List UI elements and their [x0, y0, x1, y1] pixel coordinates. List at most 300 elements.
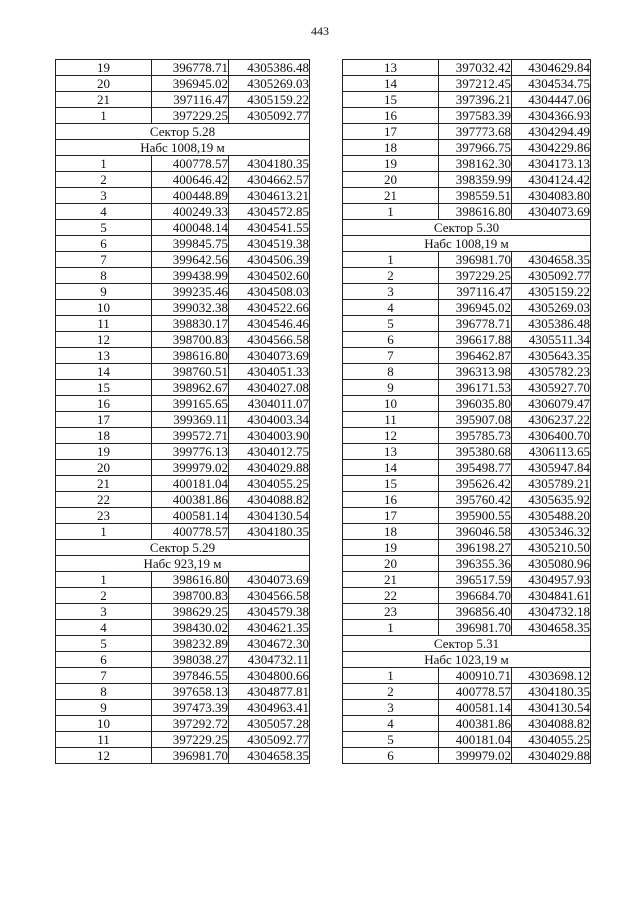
table-row — [56, 316, 310, 332]
coord-x: 397658.13 — [152, 684, 229, 700]
point-number: 4 — [343, 716, 439, 732]
point-number: 6 — [56, 652, 152, 668]
section-label: Набс 1008,19 м — [56, 140, 310, 156]
table-row — [343, 204, 591, 220]
coord-x: 400778.57 — [152, 524, 229, 540]
section-label: Набс 1008,19 м — [343, 236, 591, 252]
point-number: 14 — [343, 76, 439, 92]
coord-x: 400778.57 — [439, 684, 512, 700]
coord-x: 397116.47 — [152, 92, 229, 108]
section-header-row — [343, 636, 591, 652]
point-number: 9 — [56, 700, 152, 716]
point-number: 17 — [343, 508, 439, 524]
coord-x: 395907.08 — [439, 412, 512, 428]
coord-x: 400381.86 — [152, 492, 229, 508]
coord-y: 4304088.82 — [229, 492, 310, 508]
table-row — [56, 652, 310, 668]
table-row — [343, 732, 591, 748]
point-number: 2 — [56, 588, 152, 604]
coord-y: 4304294.49 — [512, 124, 591, 140]
coord-y: 4305511.34 — [512, 332, 591, 348]
coord-x: 396981.70 — [152, 748, 229, 764]
coord-y: 4304073.69 — [229, 572, 310, 588]
coord-y: 4305159.22 — [229, 92, 310, 108]
table-row — [343, 348, 591, 364]
point-number: 6 — [343, 332, 439, 348]
point-number: 2 — [343, 684, 439, 700]
coord-x: 400249.33 — [152, 204, 229, 220]
table-row — [343, 700, 591, 716]
coord-y: 4304519.38 — [229, 236, 310, 252]
coord-y: 4305159.22 — [512, 284, 591, 300]
coord-y: 4304011.07 — [229, 396, 310, 412]
coord-y: 4303698.12 — [512, 668, 591, 684]
table-row — [56, 268, 310, 284]
table-row — [56, 92, 310, 108]
coord-y: 4305635.92 — [512, 492, 591, 508]
coord-y: 4304083.80 — [512, 188, 591, 204]
table-row — [343, 540, 591, 556]
table-row — [343, 476, 591, 492]
table-row — [343, 572, 591, 588]
coord-y: 4305210.50 — [512, 540, 591, 556]
coord-x: 398430.02 — [152, 620, 229, 636]
coord-y: 4304124.42 — [512, 172, 591, 188]
table-row — [56, 220, 310, 236]
coord-y: 4304658.35 — [512, 620, 591, 636]
point-number: 7 — [56, 252, 152, 268]
point-number: 1 — [56, 108, 152, 124]
table-row — [56, 76, 310, 92]
coord-x: 397966.75 — [439, 140, 512, 156]
coord-x: 399032.38 — [152, 300, 229, 316]
coord-y: 4304662.57 — [229, 172, 310, 188]
point-number: 21 — [56, 92, 152, 108]
point-number: 14 — [56, 364, 152, 380]
table-row — [56, 236, 310, 252]
table-row — [56, 524, 310, 540]
coord-x: 398962.67 — [152, 380, 229, 396]
table-row — [56, 732, 310, 748]
point-number: 14 — [343, 460, 439, 476]
table-row — [343, 60, 591, 76]
table-row — [56, 444, 310, 460]
coord-y: 4304957.93 — [512, 572, 591, 588]
point-number: 12 — [343, 428, 439, 444]
coordinates-table-right — [342, 59, 591, 764]
coord-x: 396981.70 — [439, 252, 512, 268]
coord-x: 397846.55 — [152, 668, 229, 684]
coord-y: 4304841.61 — [512, 588, 591, 604]
table-row — [343, 508, 591, 524]
table-row — [343, 332, 591, 348]
coord-y: 4305643.35 — [512, 348, 591, 364]
table-row — [343, 188, 591, 204]
coord-y: 4304572.85 — [229, 204, 310, 220]
point-number: 11 — [343, 412, 439, 428]
coord-x: 398616.80 — [152, 572, 229, 588]
point-number: 10 — [343, 396, 439, 412]
coord-y: 4304658.35 — [229, 748, 310, 764]
coord-x: 396617.88 — [439, 332, 512, 348]
coord-x: 400581.14 — [439, 700, 512, 716]
coord-x: 397583.39 — [439, 108, 512, 124]
coord-x: 399369.11 — [152, 412, 229, 428]
coord-y: 4304800.66 — [229, 668, 310, 684]
coord-y: 4306113.65 — [512, 444, 591, 460]
point-number: 15 — [343, 476, 439, 492]
coord-x: 398559.51 — [439, 188, 512, 204]
coord-x: 397229.25 — [152, 732, 229, 748]
coord-x: 397396.21 — [439, 92, 512, 108]
section-label: Сектор 5.30 — [343, 220, 591, 236]
coord-x: 398038.27 — [152, 652, 229, 668]
table-row — [56, 716, 310, 732]
table-row — [56, 396, 310, 412]
coord-x: 396945.02 — [152, 76, 229, 92]
point-number: 22 — [56, 492, 152, 508]
coord-y: 4304130.54 — [512, 700, 591, 716]
coord-x: 396517.59 — [439, 572, 512, 588]
coord-y: 4304029.88 — [512, 748, 591, 764]
table-row — [343, 284, 591, 300]
coord-y: 4304088.82 — [512, 716, 591, 732]
coord-x: 400381.86 — [439, 716, 512, 732]
coord-y: 4305386.48 — [512, 316, 591, 332]
table-row — [343, 556, 591, 572]
coord-y: 4304566.58 — [229, 332, 310, 348]
coord-y: 4304546.46 — [229, 316, 310, 332]
table-row — [343, 108, 591, 124]
point-number: 5 — [56, 636, 152, 652]
section-header-row — [343, 652, 591, 668]
point-number: 9 — [56, 284, 152, 300]
point-number: 19 — [343, 156, 439, 172]
coord-y: 4304534.75 — [512, 76, 591, 92]
coord-y: 4304012.75 — [229, 444, 310, 460]
table-row — [343, 140, 591, 156]
coord-y: 4305386.48 — [229, 60, 310, 76]
point-number: 13 — [343, 444, 439, 460]
coord-x: 398359.99 — [439, 172, 512, 188]
coord-x: 400048.14 — [152, 220, 229, 236]
coord-y: 4305927.70 — [512, 380, 591, 396]
coord-x: 397212.45 — [439, 76, 512, 92]
table-row — [56, 204, 310, 220]
point-number: 1 — [343, 252, 439, 268]
coord-y: 4304732.11 — [229, 652, 310, 668]
table-row — [56, 108, 310, 124]
table-row — [343, 316, 591, 332]
table-row — [56, 748, 310, 764]
section-header-row — [56, 540, 310, 556]
coord-y: 4304522.66 — [229, 300, 310, 316]
coord-x: 398629.25 — [152, 604, 229, 620]
coord-x: 400646.42 — [152, 172, 229, 188]
point-number: 9 — [343, 380, 439, 396]
point-number: 15 — [343, 92, 439, 108]
point-number: 20 — [56, 76, 152, 92]
coord-y: 4304051.33 — [229, 364, 310, 380]
section-header-row — [56, 556, 310, 572]
point-number: 1 — [56, 524, 152, 540]
point-number: 3 — [343, 284, 439, 300]
point-number: 2 — [56, 172, 152, 188]
point-number: 18 — [56, 428, 152, 444]
point-number: 19 — [56, 444, 152, 460]
point-number: 5 — [343, 732, 439, 748]
table-row — [343, 172, 591, 188]
point-number: 13 — [56, 348, 152, 364]
coord-y: 4305346.32 — [512, 524, 591, 540]
table-row — [56, 284, 310, 300]
section-label: Сектор 5.29 — [56, 540, 310, 556]
point-number: 12 — [56, 332, 152, 348]
coord-x: 396778.71 — [152, 60, 229, 76]
point-number: 11 — [56, 732, 152, 748]
coord-x: 398700.83 — [152, 588, 229, 604]
coord-y: 4306237.22 — [512, 412, 591, 428]
table-row — [343, 76, 591, 92]
coord-y: 4304629.84 — [512, 60, 591, 76]
coord-y: 4304579.38 — [229, 604, 310, 620]
coord-x: 396198.27 — [439, 540, 512, 556]
table-row — [56, 668, 310, 684]
coord-y: 4304732.18 — [512, 604, 591, 620]
coord-x: 398830.17 — [152, 316, 229, 332]
point-number: 1 — [56, 156, 152, 172]
coord-y: 4304055.25 — [229, 476, 310, 492]
table-row — [343, 396, 591, 412]
table-row — [56, 300, 310, 316]
point-number: 3 — [56, 188, 152, 204]
section-header-row — [343, 236, 591, 252]
table-row — [343, 444, 591, 460]
coordinates-table-left — [55, 59, 310, 764]
point-number: 17 — [343, 124, 439, 140]
table-row — [343, 588, 591, 604]
coord-x: 399642.56 — [152, 252, 229, 268]
coord-y: 4304508.03 — [229, 284, 310, 300]
table-row — [56, 156, 310, 172]
section-label: Сектор 5.31 — [343, 636, 591, 652]
coord-x: 396945.02 — [439, 300, 512, 316]
coord-y: 4304055.25 — [512, 732, 591, 748]
coord-x: 399979.02 — [439, 748, 512, 764]
table-row — [343, 460, 591, 476]
coord-x: 400181.04 — [439, 732, 512, 748]
coord-x: 395760.42 — [439, 492, 512, 508]
coord-x: 399438.99 — [152, 268, 229, 284]
point-number: 13 — [343, 60, 439, 76]
coord-x: 397473.39 — [152, 700, 229, 716]
table-row — [56, 252, 310, 268]
table-row — [343, 412, 591, 428]
table-row — [343, 668, 591, 684]
table-row — [56, 604, 310, 620]
coord-x: 399572.71 — [152, 428, 229, 444]
point-number: 16 — [343, 492, 439, 508]
coord-y: 4304180.35 — [512, 684, 591, 700]
table-row — [56, 172, 310, 188]
coord-y: 4305092.77 — [229, 108, 310, 124]
table-row — [343, 604, 591, 620]
table-row — [343, 716, 591, 732]
coord-x: 395900.55 — [439, 508, 512, 524]
table-row — [56, 700, 310, 716]
coord-x: 397116.47 — [439, 284, 512, 300]
coord-x: 397292.72 — [152, 716, 229, 732]
table-row — [56, 188, 310, 204]
point-number: 19 — [343, 540, 439, 556]
point-number: 4 — [343, 300, 439, 316]
point-number: 21 — [56, 476, 152, 492]
point-number: 20 — [56, 460, 152, 476]
point-number: 18 — [343, 140, 439, 156]
coord-y: 4305080.96 — [512, 556, 591, 572]
table-row — [343, 380, 591, 396]
point-number: 8 — [56, 684, 152, 700]
coord-x: 395498.77 — [439, 460, 512, 476]
coord-x: 397032.42 — [439, 60, 512, 76]
coord-y: 4304229.86 — [512, 140, 591, 156]
table-row — [56, 348, 310, 364]
coord-y: 4305488.20 — [512, 508, 591, 524]
point-number: 20 — [343, 172, 439, 188]
point-number: 8 — [343, 364, 439, 380]
coord-y: 4304566.58 — [229, 588, 310, 604]
table-row — [343, 268, 591, 284]
table-row — [56, 588, 310, 604]
coord-x: 399776.13 — [152, 444, 229, 460]
coord-y: 4305269.03 — [512, 300, 591, 316]
table-row — [56, 428, 310, 444]
point-number: 15 — [56, 380, 152, 396]
point-number: 6 — [343, 748, 439, 764]
coord-x: 396856.40 — [439, 604, 512, 620]
coord-x: 400910.71 — [439, 668, 512, 684]
coord-x: 400581.14 — [152, 508, 229, 524]
coord-y: 4304130.54 — [229, 508, 310, 524]
point-number: 22 — [343, 588, 439, 604]
point-number: 10 — [56, 716, 152, 732]
table-row — [343, 428, 591, 444]
table-row — [56, 380, 310, 396]
point-number: 2 — [343, 268, 439, 284]
point-number: 18 — [343, 524, 439, 540]
point-number: 23 — [343, 604, 439, 620]
coord-y: 4305092.77 — [229, 732, 310, 748]
point-number: 1 — [343, 620, 439, 636]
point-number: 20 — [343, 556, 439, 572]
coord-x: 396171.53 — [439, 380, 512, 396]
coord-y: 4304366.93 — [512, 108, 591, 124]
section-header-row — [56, 124, 310, 140]
table-row — [56, 636, 310, 652]
point-number: 8 — [56, 268, 152, 284]
coord-x: 395380.68 — [439, 444, 512, 460]
coord-y: 4306079.47 — [512, 396, 591, 412]
coord-x: 396684.70 — [439, 588, 512, 604]
section-label: Набс 923,19 м — [56, 556, 310, 572]
point-number: 1 — [343, 204, 439, 220]
coord-x: 397773.68 — [439, 124, 512, 140]
coord-x: 396355.36 — [439, 556, 512, 572]
table-row — [343, 684, 591, 700]
coord-x: 398232.89 — [152, 636, 229, 652]
point-number: 4 — [56, 620, 152, 636]
table-row — [343, 156, 591, 172]
coord-y: 4305092.77 — [512, 268, 591, 284]
coord-y: 4304029.88 — [229, 460, 310, 476]
coord-x: 396035.80 — [439, 396, 512, 412]
coord-y: 4304027.08 — [229, 380, 310, 396]
point-number: 17 — [56, 412, 152, 428]
point-number: 21 — [343, 188, 439, 204]
point-number: 19 — [56, 60, 152, 76]
point-number: 6 — [56, 236, 152, 252]
table-row — [343, 524, 591, 540]
point-number: 11 — [56, 316, 152, 332]
coord-y: 4304447.06 — [512, 92, 591, 108]
point-number: 1 — [343, 668, 439, 684]
table-row — [343, 252, 591, 268]
coord-x: 395785.73 — [439, 428, 512, 444]
coord-y: 4304658.35 — [512, 252, 591, 268]
point-number: 12 — [56, 748, 152, 764]
coord-y: 4304073.69 — [512, 204, 591, 220]
point-number: 1 — [56, 572, 152, 588]
section-label: Набс 1023,19 м — [343, 652, 591, 668]
section-header-row — [343, 220, 591, 236]
coord-x: 399165.65 — [152, 396, 229, 412]
page-number: 443 — [311, 24, 329, 38]
coord-x: 399235.46 — [152, 284, 229, 300]
table-row — [56, 684, 310, 700]
coord-x: 396046.58 — [439, 524, 512, 540]
coord-x: 396462.87 — [439, 348, 512, 364]
coord-x: 396778.71 — [439, 316, 512, 332]
coord-x: 400778.57 — [152, 156, 229, 172]
table-row — [56, 476, 310, 492]
coord-y: 4304180.35 — [229, 524, 310, 540]
coord-y: 4304613.21 — [229, 188, 310, 204]
point-number: 3 — [56, 604, 152, 620]
point-number: 3 — [343, 700, 439, 716]
table-row — [56, 332, 310, 348]
coord-x: 399979.02 — [152, 460, 229, 476]
coord-x: 399845.75 — [152, 236, 229, 252]
section-header-row — [56, 140, 310, 156]
coord-y: 4305947.84 — [512, 460, 591, 476]
coord-x: 398760.51 — [152, 364, 229, 380]
coord-x: 395626.42 — [439, 476, 512, 492]
point-number: 7 — [56, 668, 152, 684]
coord-y: 4304877.81 — [229, 684, 310, 700]
table-row — [343, 124, 591, 140]
point-number: 5 — [56, 220, 152, 236]
coord-x: 398616.80 — [152, 348, 229, 364]
coord-x: 398616.80 — [439, 204, 512, 220]
table-row — [343, 364, 591, 380]
coord-y: 4304003.34 — [229, 412, 310, 428]
coord-y: 4304963.41 — [229, 700, 310, 716]
coord-y: 4305789.21 — [512, 476, 591, 492]
point-number: 10 — [56, 300, 152, 316]
coord-x: 397229.25 — [439, 268, 512, 284]
table-row — [56, 60, 310, 76]
table-row — [343, 92, 591, 108]
